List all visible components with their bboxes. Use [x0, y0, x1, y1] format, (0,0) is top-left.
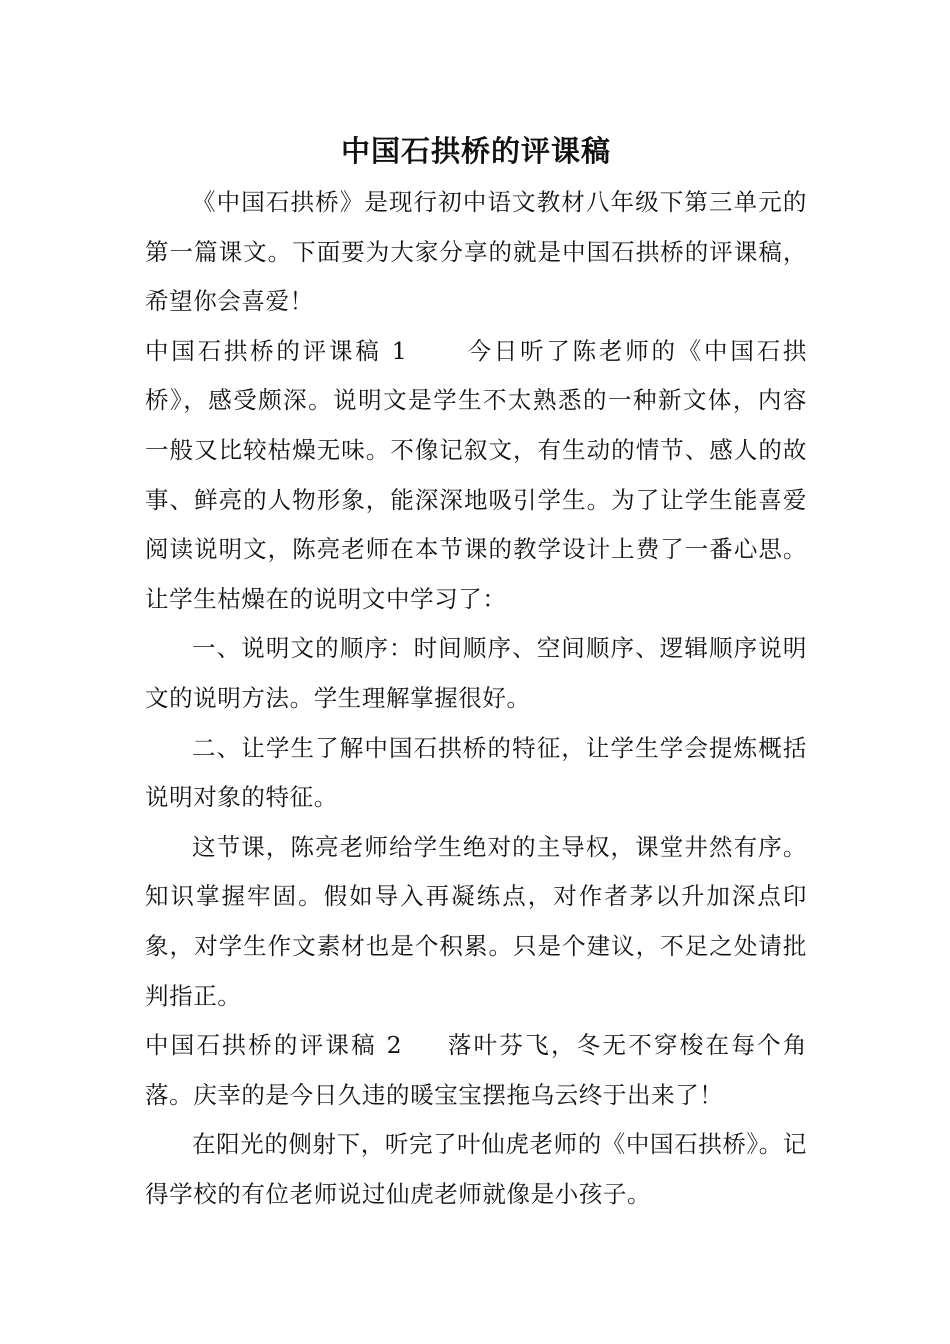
section-1-summary: 这节课，陈亮老师给学生绝对的主导权，课堂井然有序。知识掌握牢固。假如导入再凝练点，对作者茅以升加深点印象，对学生作文素材也是个积累。只是个建议，不足之处请批判指正。 [145, 832, 807, 1010]
section-2-lead: 落叶芬飞，冬无不穿梭在每个角落。庆幸的是今日久违的暖宝宝摆拖乌云终于出来了！ [145, 1031, 807, 1109]
section-2-heading: 中国石拱桥的评课稿 2 [145, 1031, 403, 1060]
section-1-heading: 中国石拱桥的评课稿 1 [145, 336, 408, 365]
section-1-paragraph [145, 327, 807, 625]
section-2-paragraph [145, 1021, 807, 1120]
section-2-paragraph-1: 在阳光的侧射下，听完了叶仙虎老师的《中国石拱桥》。记得学校的有位老师说过仙虎老师就像是小孩子。 [145, 1130, 807, 1208]
document-title: 中国石拱桥的评课稿 [340, 134, 611, 168]
section-1-point-1: 一、说明文的顺序：时间顺序、空间顺序、逻辑顺序说明文的说明方法。学生理解掌握很好。 [145, 634, 807, 712]
section-1-point-2: 二、让学生了解中国石拱桥的特征，让学生学会提炼概括说明对象的特征。 [145, 733, 807, 812]
section-1-lead: 今日听了陈老师的《中国石拱桥》，感受颇深。说明文是学生不太熟悉的一种新文体，内容一般又比较枯燥无味。不像记叙文，有生动的情节、感人的故事、鲜亮的人物形象，能深深地吸引学生。为了让学生能喜爱阅读说明文，陈亮老师在本节课的教学设计上费了一番心思。让学生枯燥在的说明文中学习了： [145, 336, 807, 613]
document-page [145, 128, 807, 1219]
intro-paragraph: 《中国石拱桥》是现行初中语文教材八年级下第三单元的第一篇课文。下面要为大家分享的就是中国石拱桥的评课稿，希望你会喜爱！ [145, 188, 807, 316]
